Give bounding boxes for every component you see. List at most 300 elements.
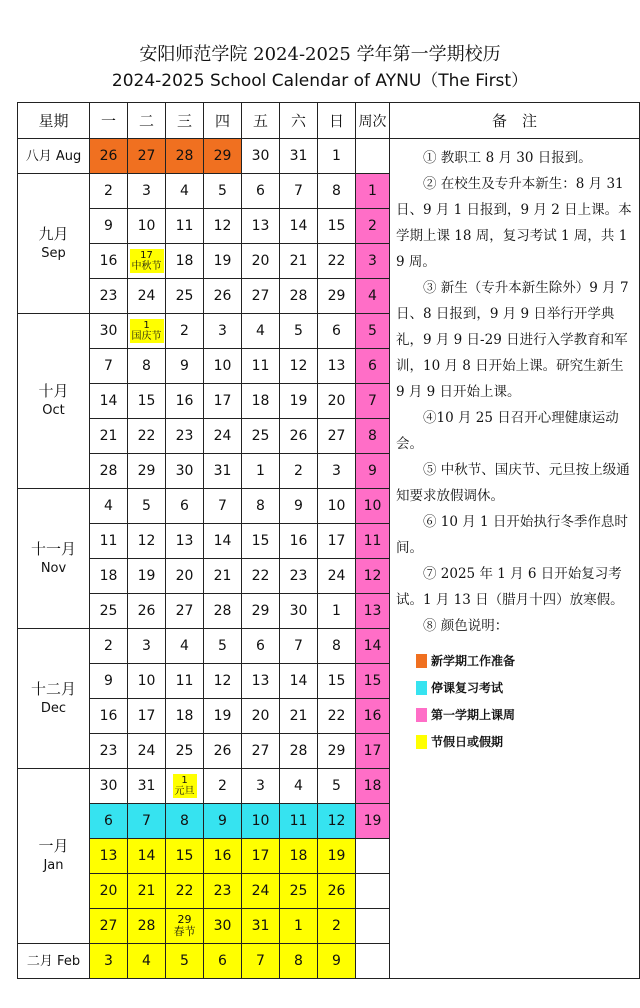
week-number-cell: 19 <box>356 804 390 839</box>
day-cell <box>242 839 280 874</box>
day-cell <box>90 944 128 979</box>
day-number: 23 <box>175 428 194 444</box>
legend-label: 节假日或假期 <box>431 734 504 749</box>
day-cell <box>128 279 166 314</box>
day-number: 9 <box>104 673 113 689</box>
day-cell <box>242 419 280 454</box>
day-number: 4 <box>256 323 265 339</box>
month-en: Jan <box>43 858 64 873</box>
day-cell <box>90 244 128 279</box>
day-number: 28 <box>289 288 308 304</box>
day-number: 22 <box>251 568 270 584</box>
day-cell <box>242 944 280 979</box>
day-cell <box>204 804 242 839</box>
day-number: 3 <box>104 953 113 969</box>
day-cell <box>166 594 204 629</box>
day-number: 16 <box>213 848 232 864</box>
day-cell <box>318 699 356 734</box>
day-number: 9 <box>104 218 113 234</box>
month-label <box>18 174 90 314</box>
note-item: ⑧ 颜色说明： <box>423 618 509 634</box>
day-cell <box>128 314 166 349</box>
day-cell <box>242 314 280 349</box>
week-number-cell: 10 <box>356 489 390 524</box>
day-cell <box>166 734 204 769</box>
holiday-name: 国庆节 <box>131 331 162 342</box>
week-number-cell: 8 <box>356 419 390 454</box>
day-cell <box>280 734 318 769</box>
day-number: 23 <box>213 883 232 899</box>
week-number-cell: 2 <box>356 209 390 244</box>
week-number-cell: 1 <box>356 174 390 209</box>
day-cell <box>128 524 166 559</box>
day-cell <box>204 454 242 489</box>
day-number: 5 <box>218 638 227 654</box>
day-number: 14 <box>289 218 308 234</box>
day-number: 28 <box>137 918 156 934</box>
day-cell <box>318 174 356 209</box>
day-cell <box>166 314 204 349</box>
day-cell <box>318 279 356 314</box>
day-cell <box>280 594 318 629</box>
holiday-marker <box>173 774 197 798</box>
day-cell <box>128 839 166 874</box>
day-number: 26 <box>213 288 232 304</box>
day-cell <box>128 874 166 909</box>
day-number: 1 <box>294 918 303 934</box>
month-combined-label: 八月 Aug <box>25 148 82 164</box>
week-label-header: 星期 <box>18 103 90 139</box>
day-cell <box>242 279 280 314</box>
day-number: 30 <box>251 148 270 164</box>
day-header-wed: 三 <box>166 103 204 139</box>
day-cell <box>166 454 204 489</box>
day-cell <box>204 944 242 979</box>
day-cell <box>280 454 318 489</box>
day-number: 23 <box>99 743 118 759</box>
legend-swatch <box>416 735 427 749</box>
day-number: 17 <box>213 393 232 409</box>
day-cell <box>128 489 166 524</box>
day-cell <box>242 349 280 384</box>
day-cell <box>90 314 128 349</box>
week-number-cell: 14 <box>356 629 390 664</box>
month-label <box>18 314 90 489</box>
day-cell <box>90 874 128 909</box>
day-number: 9 <box>180 358 189 374</box>
week-number-cell: 13 <box>356 594 390 629</box>
day-number: 21 <box>137 883 156 899</box>
day-number: 18 <box>175 253 194 269</box>
day-cell <box>242 524 280 559</box>
day-number: 26 <box>213 743 232 759</box>
day-cell <box>166 629 204 664</box>
day-number: 4 <box>142 953 151 969</box>
day-cell <box>166 139 204 174</box>
day-number: 27 <box>327 428 346 444</box>
day-cell <box>280 944 318 979</box>
month-label <box>18 489 90 629</box>
holiday-name: 中秋节 <box>131 261 162 272</box>
day-cell <box>128 734 166 769</box>
day-cell <box>280 909 318 944</box>
week-number-cell: 3 <box>356 244 390 279</box>
day-cell <box>280 699 318 734</box>
day-number: 19 <box>327 848 346 864</box>
day-number: 6 <box>104 813 113 829</box>
day-cell <box>280 664 318 699</box>
day-cell <box>318 349 356 384</box>
day-number: 8 <box>256 498 265 514</box>
month-label <box>18 139 90 174</box>
day-cell <box>90 384 128 419</box>
day-number: 24 <box>137 743 156 759</box>
day-number: 8 <box>332 638 341 654</box>
day-cell <box>90 909 128 944</box>
day-number: 17 <box>251 848 270 864</box>
day-number: 18 <box>99 568 118 584</box>
day-number: 1 <box>181 775 188 786</box>
day-number: 22 <box>137 428 156 444</box>
day-cell <box>280 769 318 804</box>
day-cell <box>90 139 128 174</box>
day-number: 10 <box>251 813 270 829</box>
day-cell <box>318 454 356 489</box>
day-cell <box>166 874 204 909</box>
day-cell <box>242 244 280 279</box>
day-cell <box>90 174 128 209</box>
day-cell <box>242 874 280 909</box>
day-cell <box>280 384 318 419</box>
day-number: 14 <box>213 533 232 549</box>
day-cell <box>204 174 242 209</box>
day-number: 25 <box>175 743 194 759</box>
month-en: Nov <box>40 560 67 576</box>
day-number: 5 <box>218 183 227 199</box>
day-cell <box>204 419 242 454</box>
day-number: 27 <box>251 288 270 304</box>
day-cell <box>204 874 242 909</box>
legend-item <box>396 674 633 701</box>
day-number: 20 <box>251 708 270 724</box>
day-number: 14 <box>137 848 156 864</box>
week-number-cell: 11 <box>356 524 390 559</box>
day-number: 12 <box>327 813 346 829</box>
month-label <box>18 629 90 769</box>
day-cell <box>242 209 280 244</box>
day-cell <box>128 174 166 209</box>
legend-label: 新学期工作准备 <box>431 653 516 668</box>
day-number: 12 <box>213 218 232 234</box>
day-cell <box>166 384 204 419</box>
day-number: 15 <box>251 533 270 549</box>
day-cell <box>166 559 204 594</box>
day-number: 22 <box>327 708 346 724</box>
day-number: 28 <box>289 743 308 759</box>
day-number: 23 <box>99 288 118 304</box>
day-number: 22 <box>175 883 194 899</box>
day-cell <box>204 489 242 524</box>
day-number: 5 <box>332 778 341 794</box>
day-number: 19 <box>289 393 308 409</box>
day-number: 1 <box>256 463 265 479</box>
day-number: 23 <box>289 568 308 584</box>
legend-item <box>396 701 633 728</box>
calendar-table <box>17 102 640 979</box>
day-cell <box>204 734 242 769</box>
day-number: 5 <box>294 323 303 339</box>
day-cell <box>166 174 204 209</box>
week-number-cell <box>356 874 390 909</box>
day-cell <box>204 769 242 804</box>
day-number: 2 <box>180 323 189 339</box>
week-number-cell: 4 <box>356 279 390 314</box>
day-cell <box>166 279 204 314</box>
day-cell <box>204 314 242 349</box>
day-number: 27 <box>99 918 118 934</box>
day-number: 10 <box>327 498 346 514</box>
day-number: 31 <box>137 778 156 794</box>
day-cell <box>90 419 128 454</box>
note-item: ④10 月 25 日召开心理健康运动会。 <box>396 410 619 452</box>
day-number: 18 <box>289 848 308 864</box>
week-number-cell: 17 <box>356 734 390 769</box>
day-number: 2 <box>104 183 113 199</box>
day-number: 2 <box>332 918 341 934</box>
legend-label: 停课复习考试 <box>431 680 504 695</box>
day-number: 9 <box>332 953 341 969</box>
legend-item <box>396 728 633 755</box>
day-cell <box>280 629 318 664</box>
day-number: 9 <box>218 813 227 829</box>
day-cell <box>242 909 280 944</box>
day-number: 2 <box>218 778 227 794</box>
day-cell <box>204 279 242 314</box>
day-cell <box>280 279 318 314</box>
day-number: 15 <box>327 673 346 689</box>
day-number: 7 <box>142 813 151 829</box>
day-cell <box>204 909 242 944</box>
day-number: 26 <box>137 603 156 619</box>
day-header-tue: 二 <box>128 103 166 139</box>
day-number: 29 <box>177 913 192 926</box>
day-number: 6 <box>180 498 189 514</box>
day-cell <box>280 244 318 279</box>
day-number: 11 <box>175 218 194 234</box>
day-cell <box>90 664 128 699</box>
holiday-name: 元旦 <box>174 786 195 797</box>
day-number: 19 <box>213 253 232 269</box>
day-cell <box>318 629 356 664</box>
day-cell <box>242 769 280 804</box>
day-number: 7 <box>294 638 303 654</box>
day-number: 6 <box>332 323 341 339</box>
legend-swatch <box>416 681 427 695</box>
day-number: 24 <box>327 568 346 584</box>
day-number: 4 <box>294 778 303 794</box>
day-number: 30 <box>175 463 194 479</box>
day-number: 17 <box>327 533 346 549</box>
holiday-marker <box>130 249 164 273</box>
day-number: 28 <box>175 148 194 164</box>
day-number: 5 <box>142 498 151 514</box>
day-number: 3 <box>142 183 151 199</box>
day-cell <box>242 804 280 839</box>
day-number: 21 <box>213 568 232 584</box>
day-number: 11 <box>289 813 308 829</box>
legend-swatch <box>416 654 427 668</box>
day-number: 21 <box>99 428 118 444</box>
day-number: 20 <box>99 883 118 899</box>
day-cell <box>318 384 356 419</box>
week-number-cell <box>356 909 390 944</box>
week-number-cell: 7 <box>356 384 390 419</box>
day-number: 29 <box>251 603 270 619</box>
day-number: 11 <box>175 673 194 689</box>
day-cell <box>318 524 356 559</box>
day-cell <box>318 769 356 804</box>
day-number: 20 <box>327 393 346 409</box>
day-number: 20 <box>175 568 194 584</box>
day-cell <box>204 349 242 384</box>
day-number: 2 <box>104 638 113 654</box>
day-cell <box>128 559 166 594</box>
day-cell <box>204 699 242 734</box>
day-number: 29 <box>137 463 156 479</box>
day-cell <box>242 664 280 699</box>
day-number: 18 <box>251 393 270 409</box>
day-cell <box>318 909 356 944</box>
day-cell <box>318 804 356 839</box>
day-cell <box>242 174 280 209</box>
day-cell <box>90 559 128 594</box>
day-number: 16 <box>289 533 308 549</box>
notes-panel <box>390 139 640 979</box>
day-cell <box>204 384 242 419</box>
month-cn: 九月 <box>38 224 69 243</box>
day-number: 13 <box>327 358 346 374</box>
day-cell <box>128 804 166 839</box>
month-en: Dec <box>40 700 67 716</box>
day-cell <box>204 244 242 279</box>
week-number-cell <box>356 944 390 979</box>
day-cell <box>280 419 318 454</box>
day-number: 16 <box>175 393 194 409</box>
day-number: 11 <box>99 533 118 549</box>
day-cell <box>280 874 318 909</box>
day-number: 27 <box>251 743 270 759</box>
month-label <box>18 769 90 944</box>
title-english: 2024-2025 School Calendar of AYNU（The First） <box>111 71 529 91</box>
day-number: 3 <box>218 323 227 339</box>
day-cell <box>280 314 318 349</box>
day-cell <box>90 209 128 244</box>
day-number: 8 <box>332 183 341 199</box>
day-cell <box>204 524 242 559</box>
day-header-thu: 四 <box>204 103 242 139</box>
day-cell <box>242 489 280 524</box>
day-cell <box>318 839 356 874</box>
day-number: 4 <box>180 638 189 654</box>
month-en: Oct <box>42 403 65 418</box>
day-number: 12 <box>289 358 308 374</box>
day-number: 20 <box>251 253 270 269</box>
day-cell <box>128 209 166 244</box>
week-number-cell <box>356 139 390 174</box>
day-number: 4 <box>104 498 113 514</box>
day-number: 19 <box>213 708 232 724</box>
day-number: 17 <box>140 250 153 261</box>
day-number: 30 <box>99 323 118 339</box>
day-number: 4 <box>180 183 189 199</box>
day-number: 19 <box>137 568 156 584</box>
day-cell <box>90 839 128 874</box>
day-number: 7 <box>294 183 303 199</box>
day-cell <box>128 664 166 699</box>
day-cell <box>128 699 166 734</box>
day-number: 30 <box>289 603 308 619</box>
day-cell <box>242 594 280 629</box>
week-number-cell: 15 <box>356 664 390 699</box>
day-cell <box>280 524 318 559</box>
day-cell <box>204 209 242 244</box>
day-number: 18 <box>175 708 194 724</box>
day-number: 27 <box>137 148 156 164</box>
day-number: 12 <box>213 673 232 689</box>
month-cn: 十二月 <box>30 679 76 698</box>
day-number: 6 <box>256 183 265 199</box>
day-number: 8 <box>180 813 189 829</box>
day-number: 29 <box>213 148 232 164</box>
day-cell <box>90 594 128 629</box>
day-number: 7 <box>256 953 265 969</box>
day-cell <box>242 559 280 594</box>
month-en: Sep <box>41 245 66 261</box>
week-number-cell: 9 <box>356 454 390 489</box>
day-number: 25 <box>289 883 308 899</box>
day-cell <box>90 524 128 559</box>
day-cell <box>90 804 128 839</box>
day-cell <box>166 349 204 384</box>
day-cell <box>204 594 242 629</box>
day-number: 3 <box>332 463 341 479</box>
day-cell <box>166 524 204 559</box>
day-number: 24 <box>213 428 232 444</box>
day-number: 25 <box>251 428 270 444</box>
day-number: 24 <box>251 883 270 899</box>
day-number: 10 <box>137 218 156 234</box>
day-cell <box>242 139 280 174</box>
day-number: 17 <box>137 708 156 724</box>
day-cell <box>128 769 166 804</box>
day-number: 12 <box>137 533 156 549</box>
day-cell <box>204 139 242 174</box>
day-cell <box>166 804 204 839</box>
holiday-marker <box>130 319 164 343</box>
week-number-cell: 6 <box>356 349 390 384</box>
day-cell <box>204 559 242 594</box>
color-legend <box>396 647 633 755</box>
day-number: 29 <box>327 288 346 304</box>
day-number: 6 <box>218 953 227 969</box>
header-row <box>18 103 640 139</box>
day-cell <box>318 944 356 979</box>
day-number: 1 <box>332 148 341 164</box>
day-number: 3 <box>256 778 265 794</box>
day-number: 25 <box>99 603 118 619</box>
day-cell <box>242 699 280 734</box>
day-cell <box>318 139 356 174</box>
